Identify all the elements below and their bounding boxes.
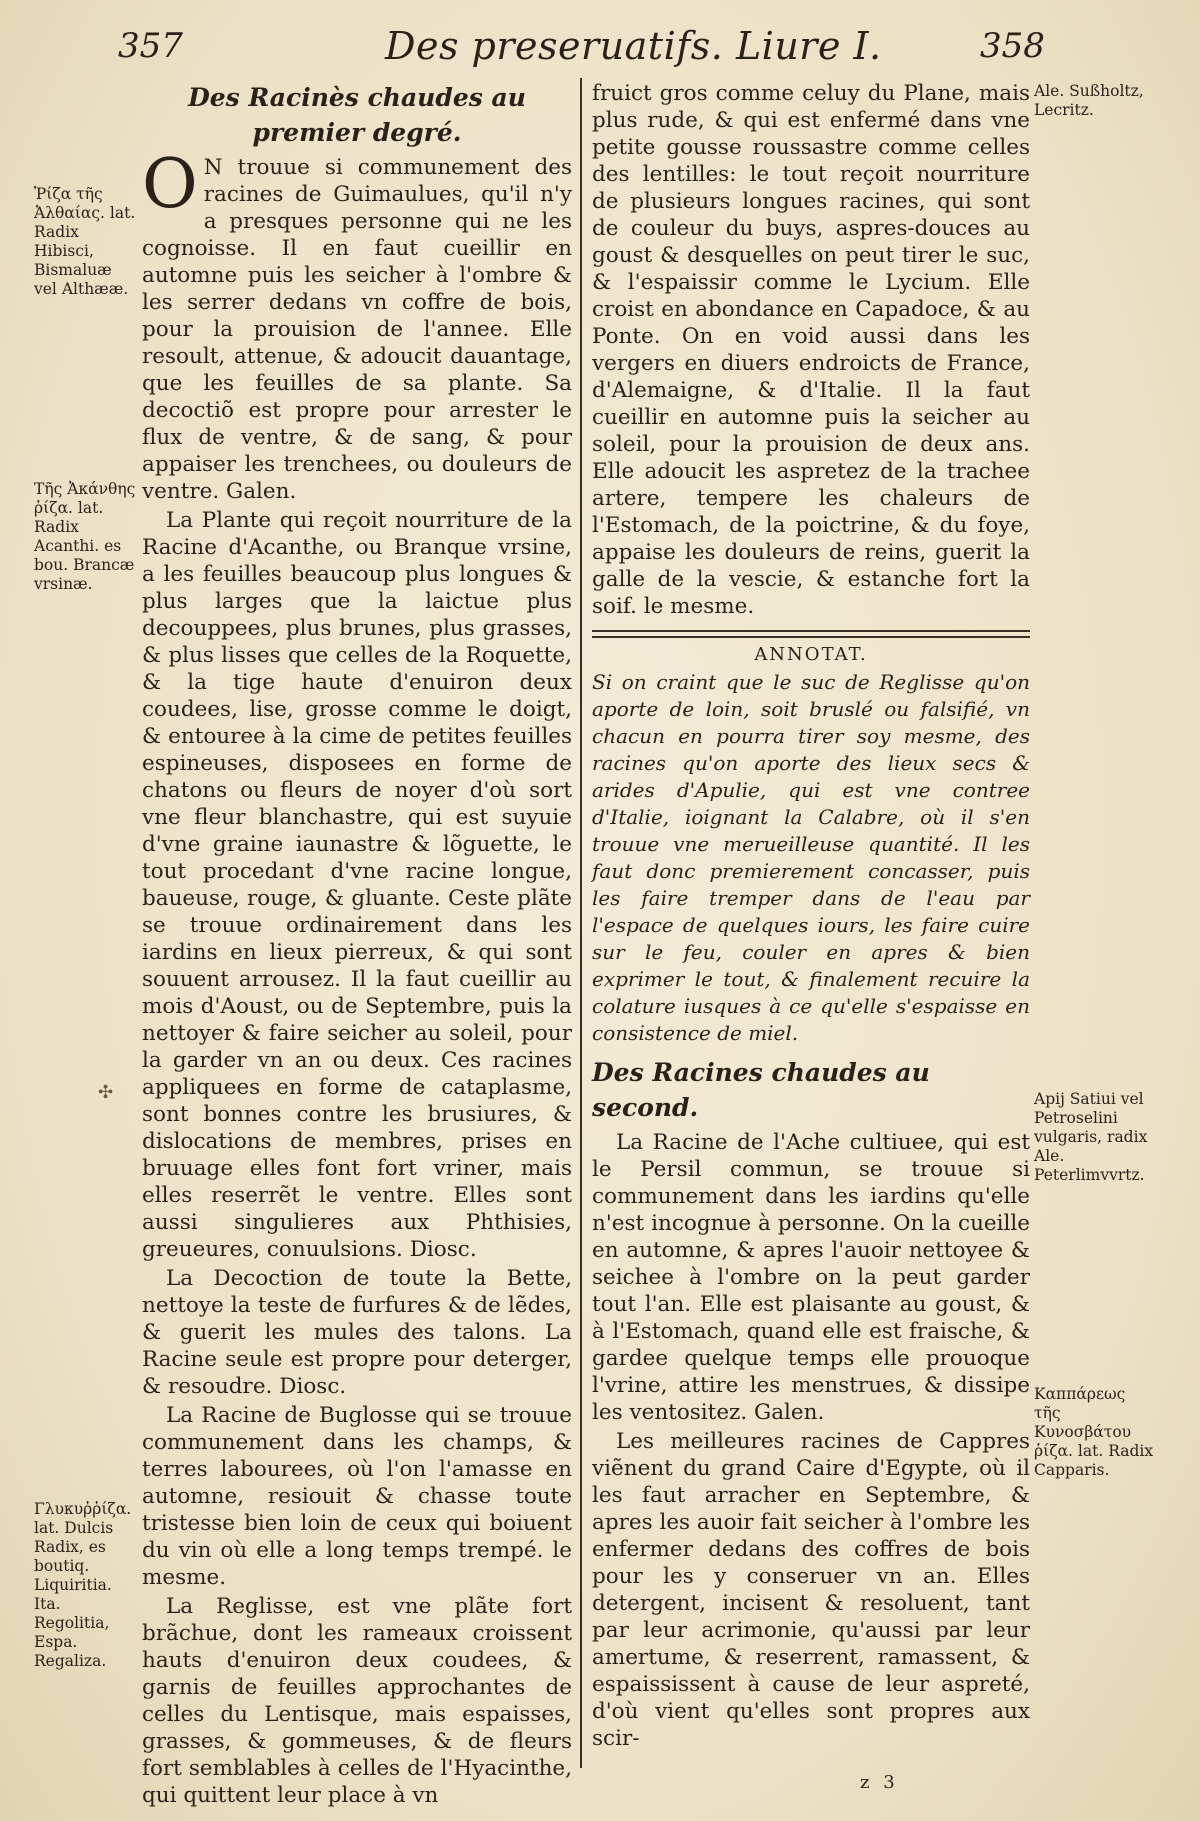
paragraph-acanthe: La Plante qui reçoit nourriture de la Racine d'Acanthe, ou Branque vrsine, a les feuilles beaucoup plus longues & plus larges que la laictue plus decouppees, plus brunes, plus grasses, & plus lisses que celles de la Roquette, & la tige haute d'enuiron deux coudees, lise, grosse comme le doigt, & entouree à la cime de petites feuilles espineuses, disposees en forme de chatons ou fleurs de noyer d'où sort vne fleur blanchastre, qui est suyuie d'vne graine iaunastre & lõguette, le tout procedant d'vne racine longue, baueuse, rouge, & gluante. Ceste plãte se trouue ordinairement dans les iardins en lieux pierreux, & qui sont souuent arrousez. Il la faut cueillir au mois d'Aoust, ou de Septembre, puis la nettoyer & faire seicher au soleil, pour la garder vn an ou deux. Ces racines appliquees en forme de cataplasme, sont bonnes contre les brusiures, & dislocations de membres, prises en bruuage elles font fort vriner, mais elles reserrẽt le ventre. Elles sont aussi singulieres aux Phthisies, greueures, conuulsions. Diosc. [142, 508, 572, 1262]
paragraph-guimaulues [142, 145, 572, 505]
paragraph-cappres: Les meilleures racines de Cappres viẽnent du grand Caire d'Egypte, où il les faut arracher en Septembre, & apres les auoir fait seicher à l'ombre les enfermer dedans des coffres de bois pour les y conseruer vn an. Elles detergent, incisent & resoluent, tant par leur acrimonie, qu'aussi par leur amertume, & reserrent, ramassent, & espaississent à cause de leur aspreté, d'où vient qu'elles sont propres aux scir- [592, 1429, 1030, 1751]
section-heading-premier-degre: Des Racinès chaudes au premier degré. [188, 83, 526, 147]
running-title: Des preseruatifs. Liure I. [385, 24, 882, 68]
margin-note-acanthe: Τῆς Ἀκάνθης ῥίζα. lat. Radix Acanthi. es bou. Brancæ vrsinæ. [34, 480, 136, 593]
right-column [592, 80, 1030, 1754]
paragraph-buglosse: La Racine de Buglosse qui se trouue communement dans les champs, & terres labourees, où l'on l'amasse en automne, resiouit & chasse toute tristesse bien loin de ceux qui boiuent du vin où elle a long temps trempé. le mesme. [142, 1403, 572, 1590]
paragraph-reglisse: La Reglisse, est vne plãte fort brãchue, dont les rameaux croissent hauts d'enuiron deux coudees, & garnis de feuilles approchantes de celles du Lentisque, mais espaisses, grasses, & gommeuses, & de fleurs fort semblables à celles de l'Hyacinthe, qui quittent leur place à vn [142, 1594, 572, 1808]
drop-cap: O [142, 145, 198, 224]
margin-note-persil: Apij Satiui vel Petroselini vulgaris, radix Ale. Peterlimvvrtz. [1034, 1090, 1148, 1184]
signature-mark: z 3 [860, 1772, 899, 1793]
annotation-block [592, 630, 1030, 1047]
paragraph-text: N trouue si communement des racines de Guimaulues, qu'il n'y a presques personne qui ne les cognoisse. Il en faut cueillir en automne puis les seicher à l'ombre & les serrer dedans vn coffre de bois, pour la prouision de l'annee. Elle resoult, attenue, & adoucit dauantage, que les feuilles de sa plante. Sa decoctiõ est propre pour arrester le flux de ventre, & de sang, & pour appaiser les trenchees, ou douleurs de ventre. Galen. [142, 155, 572, 504]
column-divider [580, 78, 582, 1768]
page-number-left: 357 [118, 26, 183, 66]
margin-note-reglisse: Γλυκυῤῥίζα. lat. Dulcis Radix, es boutiq. Liquiritia. Ita. Regolitia, Espa. Regaliza. [34, 1500, 132, 1670]
page-number-right: 358 [980, 26, 1045, 66]
paragraph-bette: La Decoction de toute la Bette, nettoye la teste de furfures & de lẽdes, & guerit les mules des talons. La Racine seule est propre pour deterger, & resoudre. Diosc. [142, 1266, 572, 1399]
annotation-title: ANNOTAT. [754, 644, 868, 665]
left-column [142, 80, 572, 1811]
running-header [0, 22, 1200, 68]
paragraph-reglisse-cont: fruict gros comme celuy du Plane, mais plus rude, & qui est enfermé dans vne petite gousse roussastre comme celles des lentilles: le tout reçoit nourriture de plusieurs longues racines, qui sont de couleur du buys, aspres-douces au goust & desquelles on peut tirer le suc, & l'espaissir comme le Lycium. Elle croist en abondance en Capadoce, & au Ponte. On en void aussi dans les vergers en diuers endroicts de France, d'Alemaigne, & d'Italie. Il la faut cueillir en automne puis la seicher au soleil, pour la prouision de deux ans. Elle adoucit les aspretez de la trachee artere, tempere les chaleurs de l'Estomach, de la poictrine, & du foye, appaise les douleurs de reins, guerit la galle de la vescie, & estanche fort la soif. le mesme. [592, 81, 1030, 619]
paragraph-ache: La Racine de l'Ache cultiuee, qui est le Persil commun, se trouue si communement dans les iardins qu'elle n'est incognue à personne. On la cueille en automne, & apres l'auoir nettoyee & seichee à l'ombre on la peut garder tout l'an. Elle est plaisante au goust, & à l'Estomach, quand elle est fraische, & gardee quelque temps elle prouoque l'vrine, attire les menstrues, & dissipe les ventositez. Galen. [592, 1130, 1030, 1425]
margin-note-cappres: Καππάρεως τῆς Κυνοσβάτου ῥίζα. lat. Radix Capparis. [1034, 1385, 1154, 1479]
margin-note-lecritz: Ale. Sußholtz, Lecritz. [1034, 82, 1144, 119]
margin-note-althaea: Ῥίζα τῆς Ἀλθαίας. lat. Radix Hibisci, Bismaluæ vel Althææ. [34, 185, 136, 298]
annotation-rule [592, 630, 1030, 638]
section-heading-second: Des Racines chaudes au second. [592, 1058, 930, 1122]
annotation-text: Si on craint que le suc de Reglisse qu'on aporte de loin, soit bruslé ou falsifié, vn chacun en pourra tirer soy mesme, des racines qu'on aporte des lieux secs & arides d'Apulie, qui est vne contree d'Italie, ioignant la Calabre, où il s'en trouue vne merueilleuse quantité. Il les faut donc premierement concasser, puis les faire tremper dans de l'eau par l'espace de quelques iours, les faire cuire sur le feu, couler en apres & bien exprimer le tout, & finalement recuire la colature iusques à ce qu'elle s'espaisse en consistence de miel. [592, 670, 1030, 1045]
ornament-mark: ✣ [98, 1082, 114, 1103]
